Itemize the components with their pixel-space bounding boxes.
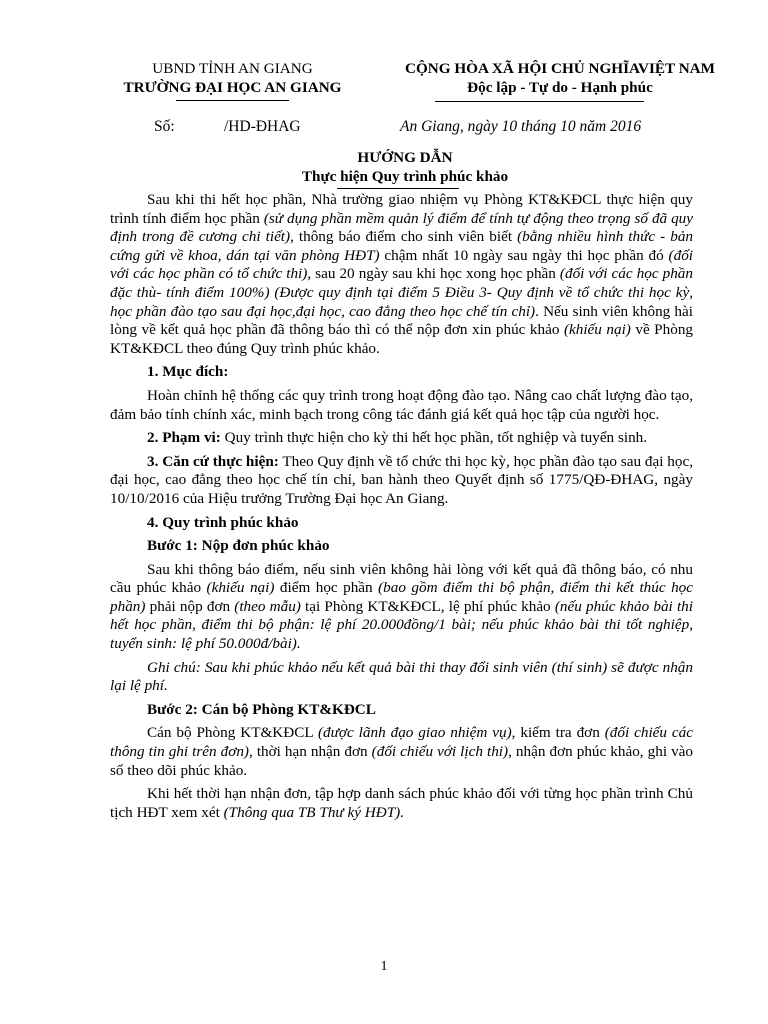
issuer-university: TRƯỜNG ĐẠI HỌC AN GIANG [123,78,342,96]
step2-paragraph-2: Khi hết thời hạn nhận đơn, tập hợp danh sách phúc khảo đối với từng học phần trình Chủ tịch HĐT xem xét (Thông qua TB Thư ký HĐT). [110,785,693,821]
document-subtitle: Thực hiện Quy trình phúc khảo [301,168,509,185]
document-date: An Giang, ngày 10 tháng 10 năm 2016 [400,118,642,135]
subtitle-underline [337,188,459,189]
step2-paragraph: Cán bộ Phòng KT&KĐCL (được lãnh đạo giao nhiệm vụ), kiểm tra đơn (đối chiếu các thông tin ghi trên đơn), thời hạn nhận đơn (đối chiếu với lịch thi), nhận đơn phúc khảo, ghi vào sổ theo dõi phúc khảo. [110,724,693,779]
issuer-province: UBND TỈNH AN GIANG [152,60,313,77]
section4-heading: 4. Quy trình phúc khảo [147,513,299,531]
document-body [110,191,693,827]
section3-paragraph [110,453,693,509]
motto-underline [435,101,644,102]
section2-text: Quy trình thực hiện cho kỳ thi hết học phần, tốt nghiệp và tuyển sinh. [220,429,648,447]
page-number: 1 [380,959,388,974]
issuer-block [110,60,355,97]
section3-text: Theo Quy định về tổ chức thi học kỳ, học phần đào tạo sau đại học, đại học, cao đẳng theo học chế tín chỉ, ban hành theo Quyết định số 1775/QĐ-ĐHAG, ngày 10/10/2016 của Hiệu trưởng Trường Đại học An Giang. [110,452,693,507]
section1-heading: 1. Mục đích: [147,363,229,381]
document-title: HƯỚNG DẪN [357,149,453,166]
issuer-underline [176,100,289,101]
step1-heading: Bước 1: Nộp đơn phúc khảo [147,537,330,555]
section2-heading: 2. Phạm vi: [147,429,221,447]
step1-paragraph: Sau khi thông báo điểm, nếu sinh viên không hài lòng với kết quả đã thông báo, có nhu cầu phúc khảo (khiếu nại) điểm học phần (bao gồm điểm thi bộ phận, điểm thi kết thúc học phần) phải nộp đơn (theo mẫu) tại Phòng KT&KĐCL, lệ phí phúc khảo (nếu phúc khảo bài thi hết học phần, điểm thi bộ phận: lệ phí 20.000đồng/1 bài; nếu phúc khảo bài thi tốt nghiệp, tuyển sinh: lệ phí 50.000đ/bài). [110,560,694,653]
step2-heading: Bước 2: Cán bộ Phòng KT&KĐCL [147,700,376,718]
step1-note: Ghi chú: Sau khi phúc khảo nếu kết quả bài thi thay đổi sinh viên (thí sinh) sẽ được nhận lại lệ phí. [110,658,693,695]
document-number-label: Số: [154,118,175,135]
national-name: CỘNG HÒA XÃ HỘI CHỦ NGHĨAVIỆT NAM [405,60,715,77]
section2-paragraph [110,429,693,448]
section1-text: Hoàn chỉnh hệ thống các quy trình trong hoạt động đào tạo. Nâng cao chất lượng đào tạo, đảm bảo tính chính xác, minh bạch trong công tác đánh giá kết quả học tập của người học. [110,386,693,423]
document-number: /HD-ĐHAG [224,118,301,135]
national-motto: Độc lập - Tự do - Hạnh phúc [467,78,653,96]
section3-heading: 3. Căn cứ thực hiện: [147,452,279,470]
intro-paragraph: Sau khi thi hết học phần, Nhà trường giao nhiệm vụ Phòng KT&KĐCL thực hiện quy trình tính điểm học phần (sử dụng phần mềm quản lý điểm để tính tự động theo trọng số đã quy định trong đề cương chi tiết), thông báo điểm cho sinh viên biết (bằng nhiều hình thức - bản cứng gửi về khoa, dán tại văn phòng HĐT) chậm nhất 10 ngày sau ngày thi học phần đó (đối với các học phần có tổ chức thi), sau 20 ngày sau khi học xong học phần (đối với các học phần đặc thù- tính điểm 100%) (Được quy định tại điểm 5 Điều 3- Quy định về tổ chức thi học kỳ, học phần đào tạo sau đại học,đại học, cao đẳng theo học chế tín chỉ). Nếu sinh viên không hài lòng về kết quả học phần đã thông báo thì có thể nộp đơn xin phúc khảo (khiếu nại) về Phòng KT&KĐCL theo đúng Quy trình phúc khảo. [110,191,694,357]
national-motto-block [395,60,725,97]
